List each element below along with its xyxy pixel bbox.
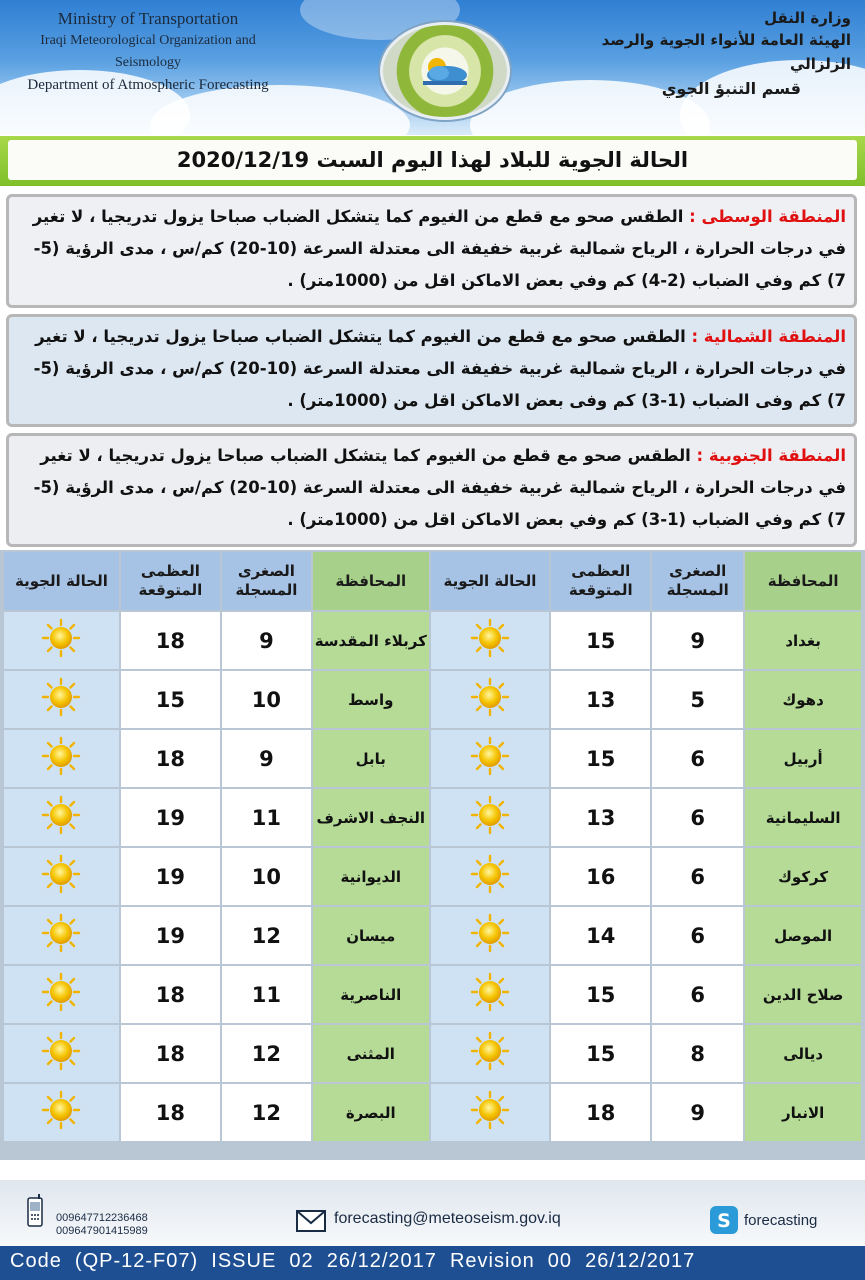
province-cell: المثنى [313, 1025, 429, 1082]
sun-icon [470, 972, 510, 1012]
table-row [4, 671, 861, 728]
logo-emblem-icon [417, 51, 473, 91]
province-cell: أربيل [745, 730, 861, 787]
forecast-table [2, 550, 863, 1143]
email-link[interactable]: forecasting@meteoseism.gov.iq [334, 1210, 561, 1227]
table-row [4, 1025, 861, 1082]
header-province: المحافظة [313, 552, 429, 610]
organization-name-en: Iraqi Meteorological Organization and Seismology [40, 33, 256, 70]
table-row [4, 789, 861, 846]
header-max-temp: العظمى المتوقعة [121, 552, 220, 610]
weather-cell [4, 848, 119, 905]
sun-icon [470, 795, 510, 835]
weather-cell [431, 966, 550, 1023]
max-temp-cell: 15 [551, 1025, 650, 1082]
min-temp-cell: 10 [222, 848, 311, 905]
weather-cell [4, 789, 119, 846]
weather-cell [431, 789, 550, 846]
province-cell: الموصل [745, 907, 861, 964]
region-name: المنطقة الجنوبية : [696, 446, 846, 465]
province-cell: واسط [313, 671, 429, 728]
weather-cell [4, 907, 119, 964]
table-row [4, 612, 861, 669]
table-header-row [4, 552, 861, 610]
weather-cell [431, 1084, 550, 1141]
sun-icon [470, 736, 510, 776]
document-code: Code (QP-12-F07) ISSUE 02 26/12/2017 Revision 00 26/12/2017 [10, 1250, 696, 1272]
sun-icon [470, 677, 510, 717]
sun-icon [41, 1090, 81, 1130]
contact-bar [0, 1180, 865, 1246]
weather-cell [4, 612, 119, 669]
weather-cell [431, 671, 550, 728]
header-min-temp: الصغرى المسجلة [652, 552, 743, 610]
sun-icon [41, 1031, 81, 1071]
min-temp-cell: 11 [222, 789, 311, 846]
max-temp-cell: 15 [551, 966, 650, 1023]
header-min-temp: الصغرى المسجلة [222, 552, 311, 610]
province-cell: الناصرية [313, 966, 429, 1023]
department-name-ar: قسم التنبؤ الجوي [661, 79, 801, 98]
max-temp-cell: 19 [121, 848, 220, 905]
sun-icon [470, 618, 510, 658]
province-cell: دهوك [745, 671, 861, 728]
min-temp-cell: 6 [652, 730, 743, 787]
sun-icon [41, 677, 81, 717]
sun-icon [41, 854, 81, 894]
header-weather: الحالة الجوية [4, 552, 119, 610]
province-cell: الديوانية [313, 848, 429, 905]
department-name-en: Department of Atmospheric Forecasting [27, 77, 269, 93]
sun-icon [470, 854, 510, 894]
max-temp-cell: 18 [121, 1025, 220, 1082]
weather-cell [431, 848, 550, 905]
min-temp-cell: 9 [222, 612, 311, 669]
max-temp-cell: 18 [121, 612, 220, 669]
province-cell: السليمانية [745, 789, 861, 846]
province-cell: ميسان [313, 907, 429, 964]
max-temp-cell: 15 [121, 671, 220, 728]
sun-icon [41, 618, 81, 658]
weather-cell [4, 1025, 119, 1082]
weather-cell [4, 671, 119, 728]
title-banner [0, 136, 865, 186]
weather-cell [4, 730, 119, 787]
max-temp-cell: 13 [551, 789, 650, 846]
page-title: الحالة الجوية للبلاد لهذا اليوم السبت 2020/12/19 [8, 140, 857, 180]
min-temp-cell: 8 [652, 1025, 743, 1082]
max-temp-cell: 19 [121, 907, 220, 964]
region-central [6, 194, 857, 308]
ministry-name-ar: وزارة النقل [764, 9, 851, 27]
province-cell: الانبار [745, 1084, 861, 1141]
min-temp-cell: 5 [652, 671, 743, 728]
phone-number[interactable]: 009647712236468 [56, 1212, 148, 1224]
min-temp-cell: 6 [652, 907, 743, 964]
max-temp-cell: 18 [121, 966, 220, 1023]
page-header [0, 0, 865, 135]
mobile-phone-icon [26, 1194, 44, 1228]
province-cell: بابل [313, 730, 429, 787]
province-cell: ديالى [745, 1025, 861, 1082]
phone-numbers [56, 1212, 148, 1238]
region-text: الطقس صحو مع قطع من الغيوم كما يتشكل الضباب صباحا يزول تدريجيا ، لا تغير في درجات الحرارة ، الرياح شمالية غربية خفيفة الى معتدلة السرعة (10-20) كم/س ، مدى الرؤية (5-7) كم وفي الضباب (2-4) كم وفي بعض الاماكن اقل من (1000متر) . [32, 207, 846, 290]
weather-cell [4, 1084, 119, 1141]
min-temp-cell: 12 [222, 1084, 311, 1141]
sun-icon [470, 913, 510, 953]
province-cell: كركوك [745, 848, 861, 905]
min-temp-cell: 10 [222, 671, 311, 728]
header-weather: الحالة الجوية [431, 552, 550, 610]
province-cell: صلاح الدين [745, 966, 861, 1023]
province-cell: البصرة [313, 1084, 429, 1141]
weather-cell [431, 1025, 550, 1082]
region-south [6, 433, 857, 547]
header-max-temp: العظمى المتوقعة [551, 552, 650, 610]
min-temp-cell: 12 [222, 1025, 311, 1082]
sun-icon [41, 972, 81, 1012]
min-temp-cell: 11 [222, 966, 311, 1023]
forecast-table-area [0, 550, 865, 1160]
skype-handle[interactable]: forecasting [744, 1212, 818, 1229]
max-temp-cell: 16 [551, 848, 650, 905]
sun-icon [470, 1031, 510, 1071]
svg-text:S: S [717, 1210, 731, 1232]
max-temp-cell: 15 [551, 612, 650, 669]
min-temp-cell: 6 [652, 848, 743, 905]
weather-cell [431, 612, 550, 669]
sun-icon [41, 913, 81, 953]
min-temp-cell: 9 [652, 612, 743, 669]
province-cell: بغداد [745, 612, 861, 669]
skype-icon [710, 1206, 738, 1234]
weather-cell [4, 966, 119, 1023]
min-temp-cell: 6 [652, 789, 743, 846]
organization-logo [380, 22, 510, 120]
table-row [4, 1084, 861, 1141]
region-text: الطقس صحو مع قطع من الغيوم كما يتشكل الضباب صباحا يزول تدريجيا ، لا تغير في درجات الحرارة ، الرياح شمالية غربية خفيفة الى معتدلة السرعة (10-20) كم/س ، مدى الرؤية (5-7) كم وفي الضباب (1-3) كم وفي بعض الاماكن اقل من (1000متر) . [33, 446, 846, 529]
province-cell: كربلاء المقدسة [313, 612, 429, 669]
table-row [4, 966, 861, 1023]
table-row [4, 848, 861, 905]
ministry-name-en: Ministry of Transportation [57, 9, 239, 28]
min-temp-cell: 6 [652, 966, 743, 1023]
max-temp-cell: 14 [551, 907, 650, 964]
region-name: المنطقة الشمالية : [691, 327, 846, 346]
email-icon [296, 1210, 326, 1232]
min-temp-cell: 12 [222, 907, 311, 964]
weather-cell [431, 907, 550, 964]
phone-number[interactable]: 009647901415989 [56, 1225, 148, 1237]
weather-cell [431, 730, 550, 787]
province-cell: النجف الاشرف [313, 789, 429, 846]
header-province: المحافظة [745, 552, 861, 610]
max-temp-cell: 18 [551, 1084, 650, 1141]
sun-icon [41, 736, 81, 776]
min-temp-cell: 9 [222, 730, 311, 787]
table-row [4, 907, 861, 964]
max-temp-cell: 18 [121, 730, 220, 787]
max-temp-cell: 13 [551, 671, 650, 728]
header-arabic [551, 8, 851, 102]
region-name: المنطقة الوسطى : [689, 207, 846, 226]
max-temp-cell: 18 [121, 1084, 220, 1141]
region-text: الطقس صحو مع قطع من الغيوم كما يتشكل الضباب صباحا يزول تدريجيا ، لا تغير في درجات الحرارة ، الرياح شمالية غربية خفيفة الى معتدلة السرعة (10-20) كم/س ، مدى الرؤية (5-7) كم وفى الضباب (1-3) كم وفى بعض الاماكن اقل من (1000متر) . [33, 327, 846, 410]
organization-name-ar: الهيئة العامة للأنواء الجوية والرصد الزلزالي [601, 31, 851, 73]
header-english [8, 8, 288, 96]
sun-icon [470, 1090, 510, 1130]
region-north [6, 314, 857, 427]
max-temp-cell: 15 [551, 730, 650, 787]
table-row [4, 730, 861, 787]
sun-icon [41, 795, 81, 835]
min-temp-cell: 9 [652, 1084, 743, 1141]
page-footer [0, 1180, 865, 1280]
max-temp-cell: 19 [121, 789, 220, 846]
